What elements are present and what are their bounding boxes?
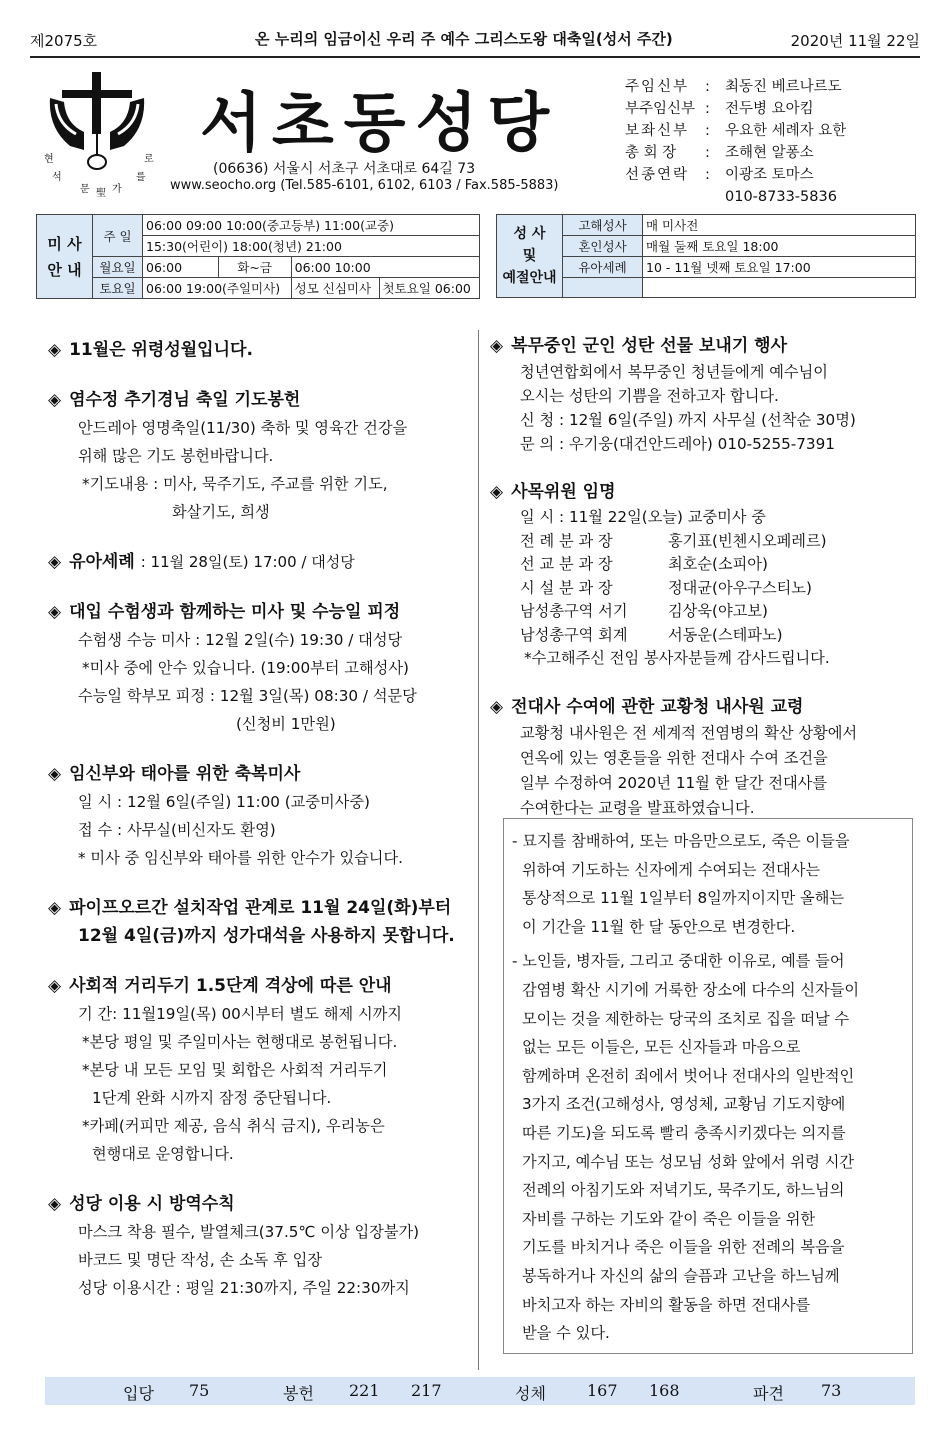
article-line: 마스크 착용 필수, 발열체크(37.5℃ 이상 입장불가): [78, 1223, 420, 1241]
staff-row: [625, 98, 846, 120]
staff-colon: :: [705, 123, 710, 139]
box-line: 3가지 조건(고해성사, 영성체, 교황님 기도지향에: [522, 1095, 846, 1114]
communion-value-2: 168: [649, 1381, 680, 1400]
header-rule: [30, 56, 920, 58]
article-line: 1단계 완화 시까지 잠정 중단됩니다.: [92, 1089, 332, 1107]
logo-char: 를: [136, 172, 146, 183]
sacrament-table-title: 성 사 및 예절안내: [497, 215, 563, 298]
staff-name: 조해현 알퐁소: [725, 145, 814, 161]
article-line: *기도내용 : 미사, 묵주기도, 주교를 위한 기도,: [82, 475, 388, 493]
sacrament-label: 고해성사: [563, 215, 643, 236]
article: [48, 894, 478, 950]
staff-role: 부주임신부: [625, 101, 696, 117]
article: [48, 386, 478, 526]
article-line: 오시는 성탄의 기쁨을 전하고자 합니다.: [520, 387, 779, 405]
issue-number: 제2075호: [30, 32, 98, 50]
box-line: 가지고, 예수님 또는 성모님 성화 앞에서 위령 시간: [522, 1152, 855, 1171]
article: [490, 693, 910, 821]
article: [490, 332, 910, 456]
appointment-name: 홍기표(빈첸시오페레르): [668, 531, 827, 550]
article-title: ◈ 임신부와 태아를 위한 축복미사: [48, 764, 301, 784]
article-note: *수고해주신 전임 봉사자분들께 감사드립니다.: [524, 649, 830, 667]
dismissal-label: 파견: [753, 1384, 784, 1403]
left-column: [48, 336, 478, 1324]
article-line: 신 청 : 12월 6일(주일) 까지 사무실 (선착순 30명): [520, 411, 856, 429]
diamond-icon: ◈: [48, 898, 62, 918]
appointment-name: 김상욱(야고보): [668, 602, 768, 620]
article-line: 일부 수정하여 2020년 11월 한 달간 전대사를: [520, 773, 828, 792]
diamond-icon: ◈: [490, 482, 504, 502]
church-contact: www.seocho.org (Tel.585-6101, 6102, 6103 / Fax.585-5883): [170, 178, 559, 193]
dismissal-value: 73: [821, 1381, 842, 1400]
right-column: [490, 332, 910, 843]
article: [48, 336, 478, 364]
appointment-row: [490, 624, 910, 648]
sacrament-value: 10 - 11월 넷째 토요일 17:00: [643, 257, 916, 278]
attendance-stats-bar: [45, 1377, 915, 1405]
article-line: * 미사 중 임신부와 태아를 위한 안수가 있습니다.: [78, 849, 403, 867]
appointment-role: 선 교 분 과 장: [520, 555, 613, 573]
article-title: ◈ 사목위원 임명: [490, 482, 616, 502]
article-line: 수험생 수능 미사 : 12월 2일(수) 19:30 / 대성당: [78, 631, 403, 649]
staff-name: 이광조 토마스: [725, 167, 814, 183]
article-line: 안드레아 영명축일(11/30) 축하 및 영육간 건강을: [78, 419, 408, 437]
article-title: ◈ 복무중인 군인 성탄 선물 보내기 행사: [490, 336, 787, 356]
article: [490, 478, 910, 671]
sacrament-value: 매 미사전: [643, 215, 916, 236]
logo-char: 현: [44, 154, 54, 165]
feast-title: 온 누리의 임금이신 우리 주 예수 그리스도왕 대축일(성서 주간): [255, 30, 673, 48]
sacrament-label: 유아세례: [563, 257, 643, 278]
article-title: ◈ 대입 수험생과 함께하는 미사 및 수능일 피정: [48, 602, 401, 622]
article-title: ◈ 전대사 수여에 관한 교황청 내사원 교령: [490, 696, 804, 717]
staff-role: 선종연락: [625, 167, 690, 183]
appointment-name: 정대균(아우구스티노): [668, 578, 812, 597]
mass-schedule-table: [36, 214, 480, 299]
staff-row: [625, 76, 846, 98]
article-line: 바코드 및 명단 작성, 손 소독 후 입장: [78, 1251, 323, 1269]
mass-table-title: 미 사 안 내: [37, 215, 93, 299]
article: [48, 972, 478, 1168]
appointment-row: [490, 530, 910, 554]
diamond-icon: ◈: [490, 336, 504, 356]
saturday-time: 06:00 19:00(주일미사): [143, 278, 292, 299]
staff-name: 전두병 요아킴: [725, 101, 814, 117]
article-title: ◈ 염수정 추기경님 축일 기도봉헌: [48, 390, 301, 410]
box-line: 기도를 바치거나 죽은 이들을 위한 전례의 복음을: [522, 1238, 845, 1257]
sunday-times-2: 15:30(어린이) 18:00(청년) 21:00: [143, 236, 480, 257]
saturday-extra: 성모 신심미사: [291, 278, 379, 299]
staff-colon: :: [705, 79, 710, 95]
sacrament-table: [496, 214, 916, 298]
offering-value-2: 217: [411, 1381, 442, 1400]
staff-row: [625, 142, 846, 164]
box-line: - 노인들, 병자들, 그리고 중대한 이유로, 예를 들어: [512, 952, 845, 971]
article-line: *카페(커피만 제공, 음식 취식 금지), 우리농은: [82, 1117, 385, 1135]
staff-row: [625, 120, 846, 142]
box-line: 이 기간을 11월 한 달 동안으로 변경한다.: [522, 917, 796, 936]
box-line: 받을 수 있다.: [522, 1324, 610, 1343]
sacrament-value: 매월 둘째 토요일 18:00: [643, 236, 916, 257]
box-line: 따른 기도)을 되도록 빨리 충족시키겠다는 의지를: [522, 1123, 846, 1142]
diamond-icon: ◈: [48, 976, 62, 996]
appointment-role: 시 설 분 과 장: [520, 578, 613, 597]
parish-logo: [40, 68, 160, 198]
box-line: 함께하며 온전히 죄에서 벗어나 전대사의 일반적인: [522, 1066, 855, 1085]
logo-char: 문: [80, 184, 90, 195]
article-title: ◈ 사회적 거리두기 1.5단계 격상에 따른 안내: [48, 976, 392, 996]
box-line: 없는 모든 이들은, 모든 신자들과 마음으로: [522, 1038, 801, 1057]
appointment-row: [490, 577, 910, 601]
article-title-suffix: : 11월 28일(토) 17:00 / 대성당: [140, 553, 355, 571]
staff-colon: :: [705, 101, 710, 117]
appointment-name: 최호순(소피아): [668, 555, 768, 573]
entrance-value: 75: [189, 1381, 210, 1400]
monday-time: 06:00: [143, 257, 219, 278]
staff-phone: 010-8733-5836: [725, 189, 837, 205]
article-title: ◈ 유아세례 : 11월 28일(토) 17:00 / 대성당: [48, 552, 355, 572]
article-title: ◈ 11월은 위령성월입니다.: [48, 340, 253, 360]
staff-role: 총 회 장: [625, 145, 677, 161]
box-line: 감염병 확산 시기에 거룩한 장소에 다수의 신자들이: [522, 980, 860, 999]
staff-name: 우요한 세례자 요한: [725, 123, 847, 139]
logo-char: 聖: [96, 188, 106, 199]
article-title-cont: 12월 4일(금)까지 성가대석을 사용하지 못합니다.: [78, 926, 455, 946]
box-line: 위하여 기도하는 신자에게 수여되는 전대사는: [522, 860, 821, 879]
article-line: *미사 중에 안수 있습니다. (19:00부터 고해성사): [82, 659, 409, 677]
sunday-label: 주 일: [93, 215, 143, 257]
article-line: 수능일 학부모 피정 : 12월 3일(목) 08:30 / 석문당: [78, 687, 417, 705]
article-line: (신청비 1만원): [236, 715, 336, 733]
article-line: 일 시 : 11월 22일(오늘) 교중미사 중: [520, 508, 766, 526]
article: [48, 760, 478, 872]
monday-label: 월요일: [93, 257, 143, 278]
staff-row: [625, 186, 846, 208]
article: [48, 598, 478, 738]
diamond-icon: ◈: [48, 602, 62, 622]
staff-colon: :: [705, 167, 710, 183]
sacrament-label: 혼인성사: [563, 236, 643, 257]
weekday-time: 06:00 10:00: [291, 257, 479, 278]
logo-char: 로: [144, 154, 154, 165]
logo-char: 석: [52, 172, 62, 183]
appointment-role: 전 례 분 과 장: [520, 531, 613, 550]
weekday-label: 화~금: [218, 257, 291, 278]
article-line: 위해 많은 기도 봉헌바랍니다.: [78, 447, 274, 465]
article-line: 교황청 내사원은 전 세계적 전염병의 확산 상황에서: [520, 723, 858, 742]
logo-char: 가: [112, 184, 122, 195]
header-bar: [30, 26, 920, 56]
issue-date: 2020년 11월 22일: [790, 32, 920, 50]
church-name: 서초동성당: [200, 86, 560, 161]
offering-value-1: 221: [349, 1381, 380, 1400]
article-title: ◈ 파이프오르간 설치작업 관계로 11월 24일(화)부터: [48, 898, 452, 918]
article-line: 수여한다는 교령을 발표하였습니다.: [520, 798, 755, 817]
box-line: 봉독하거나 자신의 삶의 슬픔과 고난을 하느님께: [522, 1266, 840, 1285]
indulgence-box: [503, 818, 913, 1354]
appointment-row: [490, 600, 910, 624]
column-divider: [478, 330, 479, 1370]
diamond-icon: ◈: [48, 340, 62, 360]
appointment-role: 남성총구역 서기: [520, 602, 628, 620]
saturday-extra2: 첫토요일 06:00: [379, 278, 479, 299]
appointment-row: [490, 553, 910, 577]
diamond-icon: ◈: [490, 696, 504, 717]
article-line: *본당 내 모든 모임 및 회합은 사회적 거리두기: [82, 1061, 388, 1079]
article-line: 문 의 : 우기웅(대건안드레아) 010-5255-7391: [520, 435, 835, 453]
staff-role: 보좌신부: [625, 123, 690, 139]
article-line: 접 수 : 사무실(비신자도 환영): [78, 821, 276, 839]
article-line: 성당 이용시간 : 평일 21:30까지, 주일 22:30까지: [78, 1279, 410, 1297]
article-title: ◈ 성당 이용 시 방역수칙: [48, 1194, 235, 1214]
article-line: 화살기도, 희생: [172, 503, 270, 521]
article-line: *본당 평일 및 주일미사는 현행대로 봉헌됩니다.: [82, 1033, 398, 1051]
diamond-icon: ◈: [48, 552, 62, 572]
box-line: 통상적으로 11월 1일부터 8일까지이지만 올해는: [522, 889, 845, 908]
article: [48, 548, 478, 576]
article-line: 기 간: 11월19일(목) 00시부터 별도 해제 시까지: [78, 1005, 402, 1023]
box-line: 전례의 아침기도와 저녁기도, 묵주기도, 하느님의: [522, 1181, 845, 1200]
sunday-times-1: 06:00 09:00 10:00(중고등부) 11:00(교중): [143, 215, 480, 236]
article-line: 청년연합회에서 복무중인 청년들에게 예수님이: [520, 363, 828, 381]
appointment-role: 남성총구역 회계: [520, 625, 628, 644]
diamond-icon: ◈: [48, 764, 62, 784]
staff-role: [625, 186, 705, 208]
article: [48, 1190, 478, 1302]
article-line: 현행대로 운영합니다.: [92, 1145, 234, 1163]
diamond-icon: ◈: [48, 390, 62, 410]
offering-label: 봉헌: [283, 1384, 314, 1403]
box-line: 모이는 것을 제한하는 당국의 조치로 집을 떠날 수: [522, 1009, 850, 1028]
article-line: 연옥에 있는 영혼들을 위한 전대사 수여 조건을: [520, 748, 828, 767]
staff-name: 최동진 베르나르도: [725, 79, 842, 95]
staff-colon: :: [705, 145, 710, 161]
box-line: 자비를 구하는 기도와 같이 죽은 이들을 위한: [522, 1209, 816, 1228]
staff-role: 주임신부: [625, 79, 690, 95]
article-line: 일 시 : 12월 6일(주일) 11:00 (교중미사중): [78, 793, 370, 811]
box-line: 바치고자 하는 자비의 활동을 하면 전대사를: [522, 1295, 811, 1314]
saturday-label: 토요일: [93, 278, 143, 299]
staff-list: [625, 76, 846, 208]
appointment-name: 서동운(스테파노): [668, 625, 783, 644]
staff-row: [625, 164, 846, 186]
box-line: - 묘지를 참배하여, 또는 마음만으로도, 죽은 이들을: [512, 832, 850, 850]
diamond-icon: ◈: [48, 1194, 62, 1214]
communion-value-1: 167: [587, 1381, 618, 1400]
church-address: (06636) 서울시 서초구 서초대로 64길 73: [213, 161, 476, 177]
entrance-label: 입당: [123, 1384, 154, 1403]
communion-label: 성체: [515, 1384, 546, 1403]
